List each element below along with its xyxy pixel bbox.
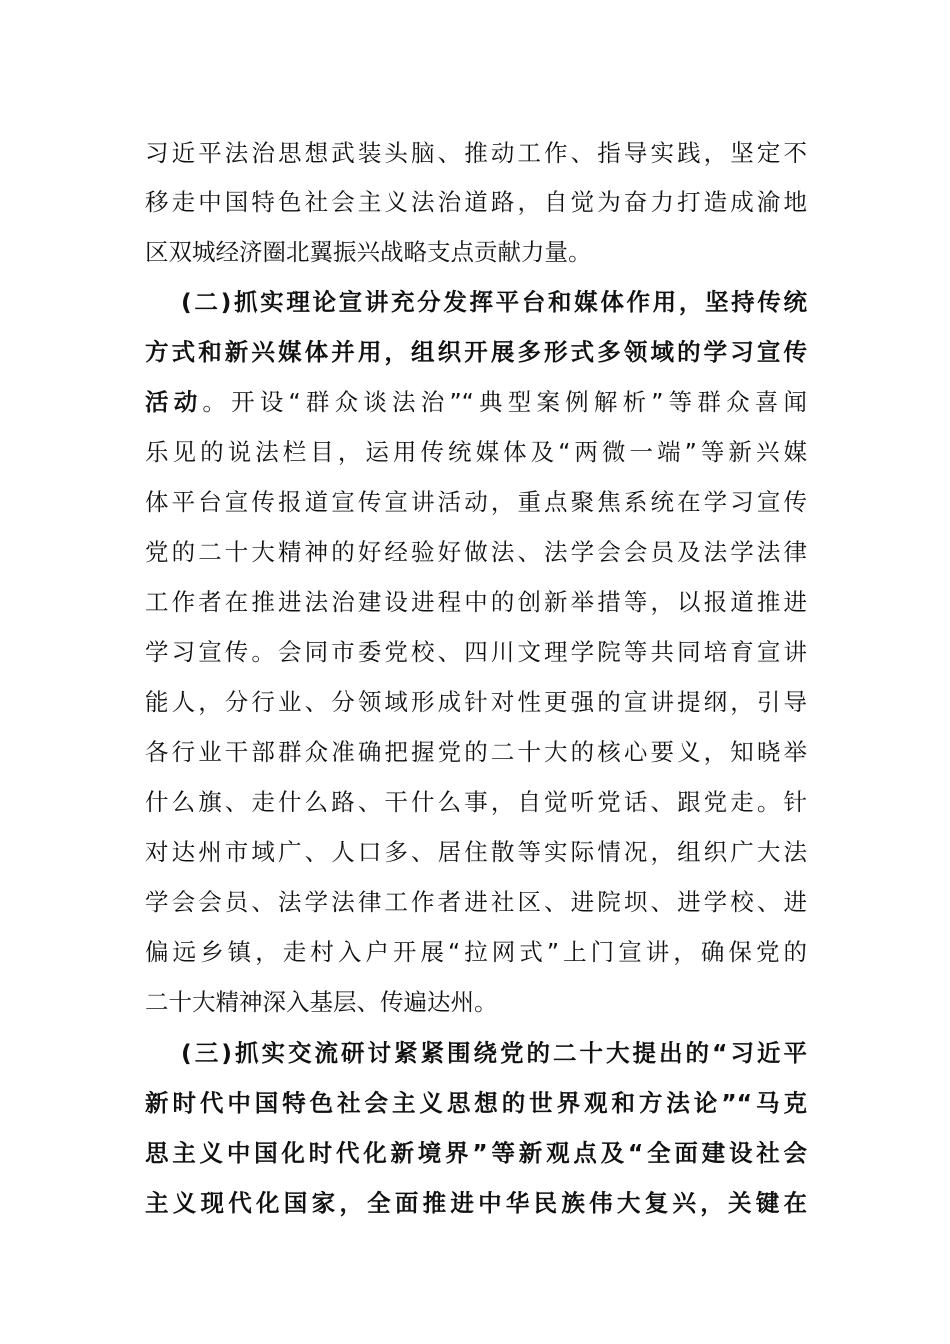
body-text-line-6: 活动。开设“群众谈法治”“典型案例解析”等群众喜闻 (145, 388, 807, 416)
body-text-line-12: 能人，分行业、分领域形成针对性更强的宣讲提纲，引导 (145, 688, 807, 716)
body-text-line-18: 二十大精神深入基层、传遍达州。 (145, 988, 498, 1016)
body-text-line-17: 偏远乡镇，走村入户开展“拉网式”上门宣讲，确保党的 (145, 938, 807, 966)
section-heading-2-line-1: (二)抓实理论宣讲充分发挥平台和媒体作用，坚持传统 (181, 288, 807, 316)
body-text-line-11: 学习宣传。会同市委党校、四川文理学院等共同培育宣讲 (145, 638, 807, 666)
body-text-line-3: 区双城经济圈北翼振兴战略支点贡献力量。 (145, 238, 592, 266)
section-heading-3-line-4: 主义现代化国家，全面推进中华民族伟大复兴，关键在 (145, 1189, 807, 1217)
body-text-line-13: 各行业干部群众准确把握党的二十大的核心要义，知晓举 (145, 738, 807, 766)
body-text-line-15: 对达州市域广、人口多、居住散等实际情况，组织广大法 (145, 838, 807, 866)
body-text-line-2: 移走中国特色社会主义法治道路，自觉为奋力打造成渝地 (145, 188, 807, 216)
section-heading-2-line-2: 方式和新兴媒体并用，组织开展多形式多领域的学习宣传 (145, 338, 807, 366)
body-text-line-9: 党的二十大精神的好经验好做法、法学会会员及法学法律 (145, 538, 807, 566)
section-heading-3-line-2: 新时代中国特色社会主义思想的世界观和方法论”“马克 (145, 1089, 807, 1117)
section-heading-3-line-3: 思主义中国化时代化新境界”等新观点及“全面建设社会 (145, 1139, 807, 1167)
body-text-line-7: 乐见的说法栏目，运用传统媒体及“两微一端”等新兴媒 (145, 438, 807, 466)
body-text-line-8: 体平台宣传报道宣传宣讲活动，重点聚焦系统在学习宣传 (145, 488, 807, 516)
section-heading-2-line-3: 活动 (145, 388, 203, 416)
body-text-line-10: 工作者在推进法治建设进程中的创新举措等，以报道推进 (145, 588, 807, 616)
body-text-line-1: 习近平法治思想武装头脑、推动工作、指导实践，坚定不 (145, 139, 807, 167)
section-heading-3-line-1: (三)抓实交流研讨紧紧围绕党的二十大提出的“习近平 (181, 1039, 807, 1067)
body-text-line-14: 什么旗、走什么路、干什么事，自觉听党话、跟党走。针 (145, 788, 807, 816)
body-text-line-16: 学会会员、法学法律工作者进社区、进院坝、进学校、进 (145, 888, 807, 916)
